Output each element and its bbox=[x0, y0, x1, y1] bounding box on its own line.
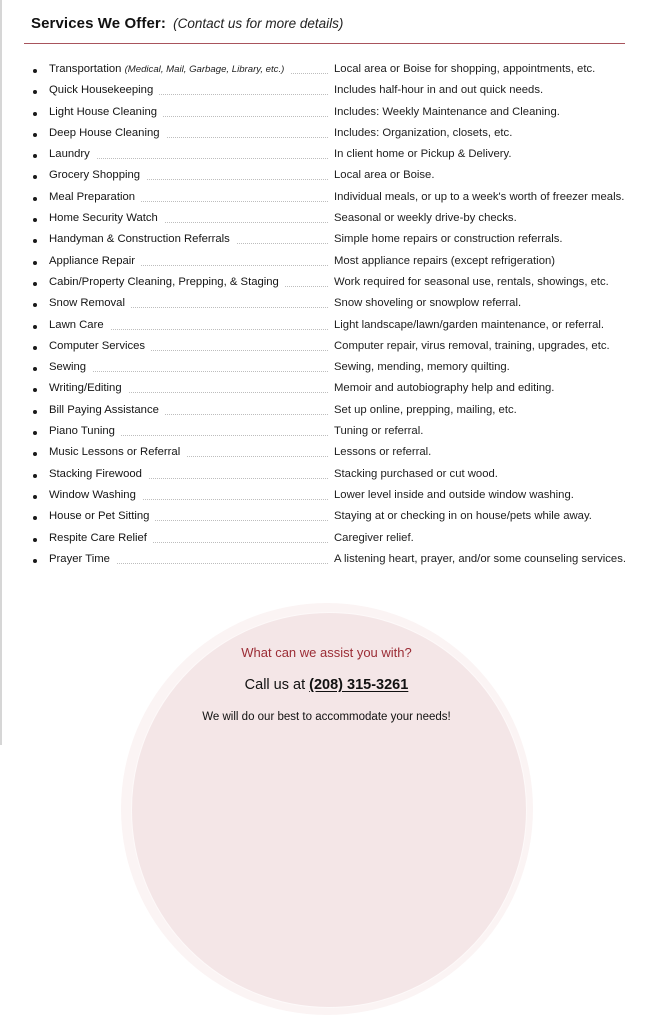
bullet-icon bbox=[33, 410, 37, 414]
service-name: Quick Housekeeping bbox=[49, 84, 159, 96]
service-name: Computer Services bbox=[49, 340, 151, 352]
service-description: Seasonal or weekly drive-by checks. bbox=[334, 212, 517, 225]
service-name: Deep House Cleaning bbox=[49, 127, 166, 139]
service-description: In client home or Pickup & Delivery. bbox=[334, 148, 512, 161]
bullet-icon bbox=[33, 388, 37, 392]
service-name: Cabin/Property Cleaning, Prepping, & Staging bbox=[49, 276, 285, 288]
service-row-home-security-watch bbox=[0, 210, 653, 231]
heading-divider bbox=[24, 43, 625, 44]
service-row-transportation bbox=[0, 61, 653, 82]
cta-call-prefix: Call us at bbox=[244, 677, 306, 693]
service-name: Light House Cleaning bbox=[49, 106, 163, 118]
service-row-grocery-shopping bbox=[0, 167, 653, 188]
service-name: Music Lessons or Referral bbox=[49, 446, 186, 458]
bullet-icon bbox=[33, 261, 37, 265]
service-description: Set up online, prepping, mailing, etc. bbox=[334, 403, 517, 416]
service-description: Snow shoveling or snowplow referral. bbox=[334, 297, 522, 310]
service-row-piano-tuning bbox=[0, 423, 653, 444]
cta-question: What can we assist you with? bbox=[241, 645, 412, 660]
bullet-icon bbox=[33, 431, 37, 435]
service-row-quick-housekeeping bbox=[0, 82, 653, 103]
service-name: Sewing bbox=[49, 361, 92, 373]
service-row-handyman bbox=[0, 231, 653, 252]
service-row-writing-editing bbox=[0, 380, 653, 401]
bullet-icon bbox=[33, 154, 37, 158]
service-note: (Medical, Mail, Garbage, Library, etc.) bbox=[124, 64, 285, 75]
dotted-leader bbox=[60, 158, 328, 159]
service-description: Light landscape/lawn/garden maintenance, or referral. bbox=[334, 318, 605, 331]
bullet-icon bbox=[33, 495, 37, 499]
service-name: Laundry bbox=[49, 148, 96, 160]
service-description: Caregiver relief. bbox=[334, 531, 414, 544]
service-description: Staying at or checking in on house/pets while away. bbox=[334, 510, 592, 523]
bullet-icon bbox=[33, 367, 37, 371]
service-description: Individual meals, or up to a week's worth of freezer meals. bbox=[334, 190, 625, 203]
service-name: Appliance Repair bbox=[49, 255, 141, 267]
bullet-icon bbox=[33, 239, 37, 243]
bullet-icon bbox=[33, 218, 37, 222]
service-description: Includes: Organization, closets, etc. bbox=[334, 126, 513, 139]
services-heading-title: Services We Offer: bbox=[31, 15, 166, 32]
service-description: Local area or Boise. bbox=[334, 169, 435, 182]
service-row-meal-preparation bbox=[0, 189, 653, 210]
bullet-icon bbox=[33, 325, 37, 329]
service-description: Lessons or referral. bbox=[334, 446, 432, 459]
bullet-icon bbox=[33, 197, 37, 201]
service-name: Respite Care Relief bbox=[49, 532, 153, 544]
service-name: Handyman & Construction Referrals bbox=[49, 233, 236, 245]
cta-note: We will do our best to accommodate your needs! bbox=[202, 711, 451, 723]
service-description: A listening heart, prayer, and/or some counseling services. bbox=[334, 552, 626, 565]
bullet-icon bbox=[33, 69, 37, 73]
service-description: Stacking purchased or cut wood. bbox=[334, 467, 498, 480]
service-description: Most appliance repairs (except refrigeration) bbox=[334, 254, 556, 267]
bullet-icon bbox=[33, 346, 37, 350]
services-list bbox=[0, 61, 653, 572]
bullet-icon bbox=[33, 112, 37, 116]
service-name: Prayer Time bbox=[49, 553, 116, 565]
cta-call-line bbox=[0, 677, 653, 693]
services-heading-subtitle: (Contact us for more details) bbox=[173, 16, 344, 31]
bullet-icon bbox=[33, 452, 37, 456]
service-description: Work required for seasonal use, rentals, showings, etc. bbox=[334, 275, 609, 288]
bullet-icon bbox=[33, 559, 37, 563]
service-description: Tuning or referral. bbox=[334, 425, 424, 438]
bullet-icon bbox=[33, 474, 37, 478]
service-name: Piano Tuning bbox=[49, 425, 121, 437]
bullet-icon bbox=[33, 516, 37, 520]
bullet-icon bbox=[33, 303, 37, 307]
service-row-computer-services bbox=[0, 338, 653, 359]
service-name: Lawn Care bbox=[49, 319, 110, 331]
service-row-bill-paying bbox=[0, 402, 653, 423]
service-row-snow-removal bbox=[0, 295, 653, 316]
service-name: House or Pet Sitting bbox=[49, 510, 155, 522]
service-name: Transportation (Medical, Mail, Garbage, Library, etc.) bbox=[49, 63, 290, 75]
service-row-cabin-property bbox=[0, 274, 653, 295]
bullet-icon bbox=[33, 90, 37, 94]
service-name: Snow Removal bbox=[49, 297, 131, 309]
service-description: Lower level inside and outside window washing. bbox=[334, 488, 574, 501]
service-description: Local area or Boise for shopping, appointments, etc. bbox=[334, 63, 596, 75]
service-row-appliance-repair bbox=[0, 253, 653, 274]
service-row-stacking-firewood bbox=[0, 466, 653, 487]
service-description: Computer repair, virus removal, training, upgrades, etc. bbox=[334, 339, 610, 352]
service-row-house-pet-sitting bbox=[0, 508, 653, 529]
service-description: Sewing, mending, memory quilting. bbox=[334, 361, 510, 374]
cta-circle bbox=[131, 612, 527, 1008]
service-description: Simple home repairs or construction referrals. bbox=[334, 233, 563, 246]
service-name: Window Washing bbox=[49, 489, 142, 501]
service-name: Stacking Firewood bbox=[49, 468, 148, 480]
service-row-laundry bbox=[0, 146, 653, 167]
service-name: Meal Preparation bbox=[49, 191, 141, 203]
service-row-sewing bbox=[0, 359, 653, 380]
service-name: Grocery Shopping bbox=[49, 169, 146, 181]
service-row-music-lessons bbox=[0, 444, 653, 465]
service-name: Writing/Editing bbox=[49, 382, 128, 394]
service-row-respite-care bbox=[0, 530, 653, 551]
bullet-icon bbox=[33, 175, 37, 179]
service-name: Home Security Watch bbox=[49, 212, 164, 224]
service-description: Includes: Weekly Maintenance and Cleaning. bbox=[334, 105, 560, 118]
service-row-prayer-time bbox=[0, 551, 653, 572]
phone-link[interactable]: (208) 315-3261 bbox=[309, 677, 409, 693]
service-name: Bill Paying Assistance bbox=[49, 404, 165, 416]
dotted-leader bbox=[60, 371, 328, 372]
service-description: Memoir and autobiography help and editing. bbox=[334, 382, 555, 395]
service-description: Includes half-hour in and out quick needs. bbox=[334, 84, 544, 97]
service-row-deep-house-cleaning bbox=[0, 125, 653, 146]
bullet-icon bbox=[33, 282, 37, 286]
bullet-icon bbox=[33, 133, 37, 137]
bullet-icon bbox=[33, 538, 37, 542]
services-heading bbox=[31, 15, 343, 32]
service-row-window-washing bbox=[0, 487, 653, 508]
service-row-lawn-care bbox=[0, 317, 653, 338]
service-row-light-house-cleaning bbox=[0, 104, 653, 125]
